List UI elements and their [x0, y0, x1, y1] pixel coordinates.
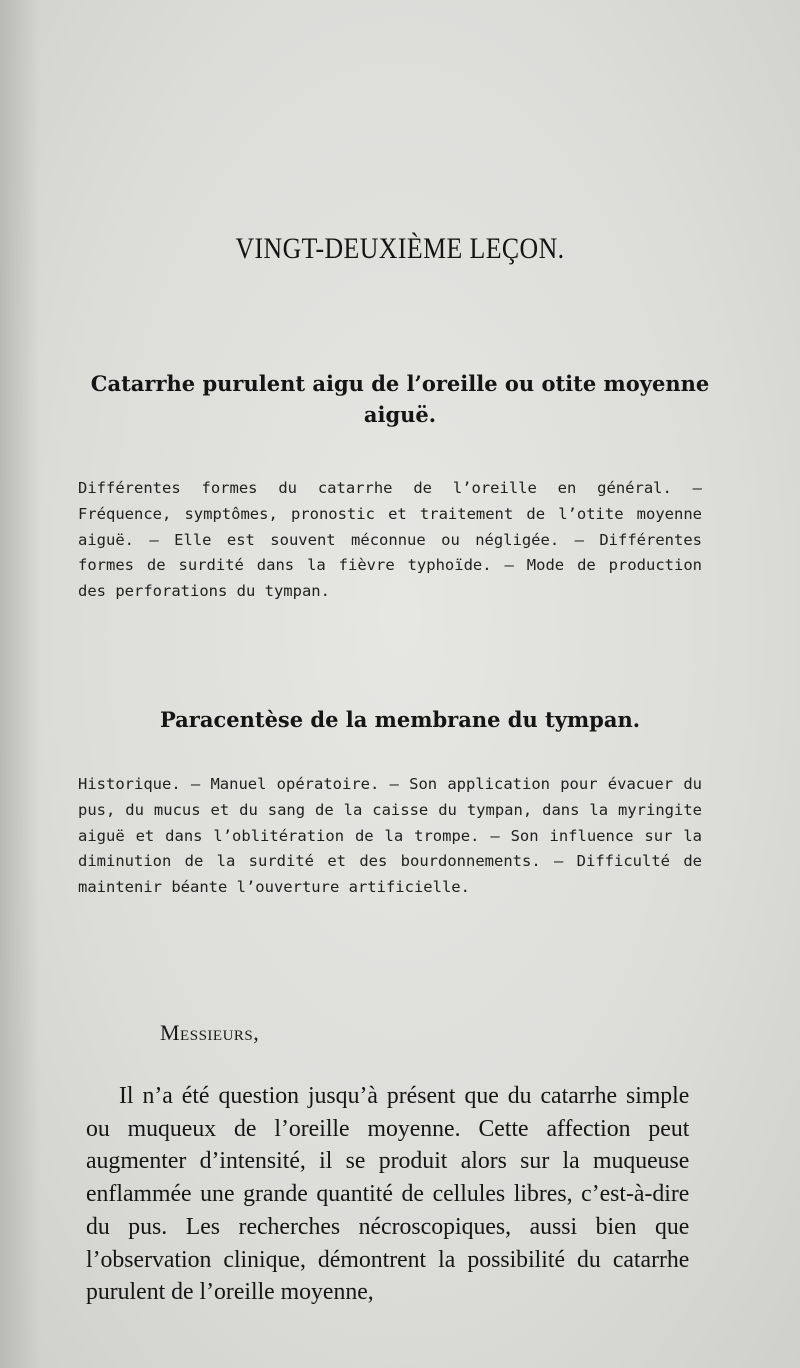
lecture-salutation: Messieurs,	[160, 1020, 260, 1045]
section-title-paracentese: Paracentèse de la membrane du tympan.	[159, 707, 641, 732]
section-summary-catarrhe: Différentes formes du catarrhe de l’oreille en général. — Fréquence, symptômes, pronostic et traitement de l’otite moyenne aiguë. — Elle est souvent méconnue ou négligée. — Différentes formes de surdité dans la fièvre typhoïde. — Mode de production des perforations du tympan.	[78, 479, 702, 601]
lecture-paragraph: Il n’a été question jusqu’à présent que du catarrhe simple ou muqueux de l’oreille moyenne. Cette affection peut augmenter d’intensité, il se produit alors sur la muqueuse enflammée une grande quantité de cellules libres, c’est-à-dire du pus. Les recherches nécroscopiques, aussi bien que l’observation clinique, démontrent la possibilité du catarrhe purulent de l’oreille moyenne,	[86, 1082, 690, 1306]
page-spine-shadow	[0, 0, 40, 1368]
chapter-title: VINGT-DEUXIÈME LEÇON.	[235, 232, 565, 265]
section-title-catarrhe: Catarrhe purulent aigu de l’oreille ou otite moyenne aiguë.	[90, 371, 710, 427]
section-summary-paracentese: Historique. — Manuel opératoire. — Son application pour évacuer du pus, du mucus et du sang de la caisse du tympan, dans la myringite aiguë et dans l’oblitération de la trompe. — Son influence sur la diminution de la surdité et des bourdonnements. — Difficulté de maintenir béante l’ouverture artificielle.	[78, 775, 702, 897]
